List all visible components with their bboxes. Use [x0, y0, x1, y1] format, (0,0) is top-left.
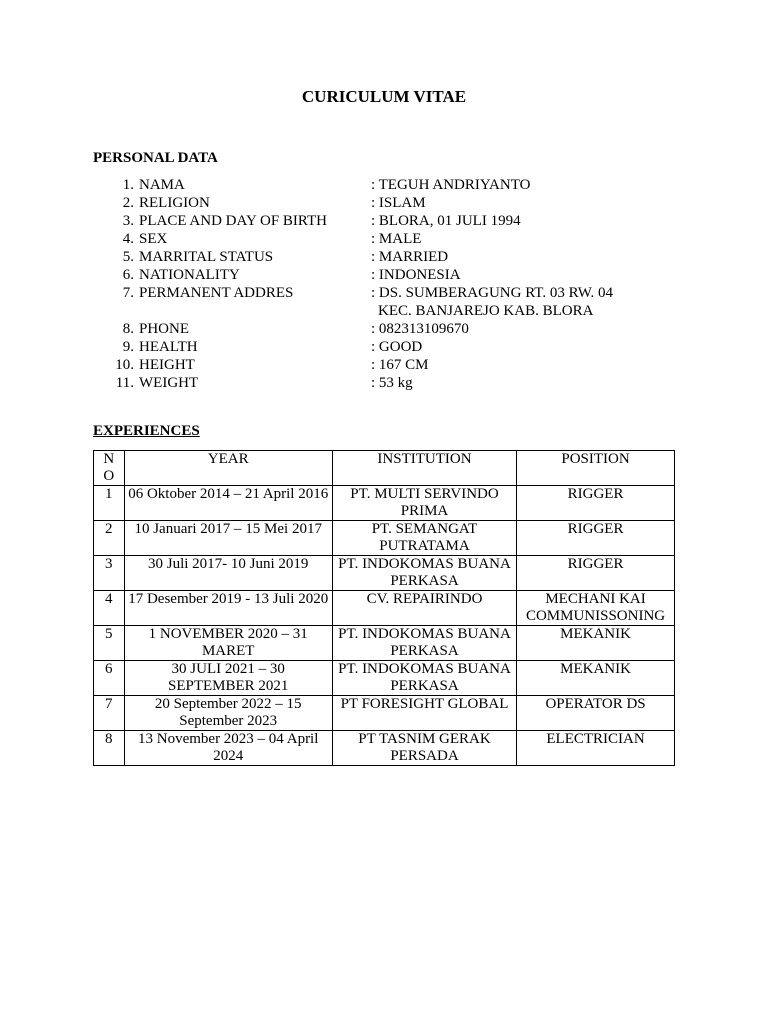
personal-item	[0, 212, 768, 230]
item-number: 2.	[122, 195, 134, 211]
table-row	[94, 731, 675, 766]
item-value: : MARRIED	[371, 249, 449, 265]
item-label: PERMANENT ADDRES	[139, 285, 294, 301]
personal-item	[0, 230, 768, 248]
cell-year: 10 Januari 2017 – 15 Mei 2017	[124, 521, 332, 556]
item-label: WEIGHT	[139, 375, 199, 391]
cell-year: 06 Oktober 2014 – 21 April 2016	[124, 486, 332, 521]
no-header-line-2: O	[103, 468, 115, 484]
no-header-line-1: N	[103, 451, 115, 467]
table-row	[94, 626, 675, 661]
personal-item	[0, 356, 768, 374]
cell-no: 7	[94, 696, 125, 731]
item-value	[371, 284, 768, 320]
cell-institution: PT. SEMANGAT PUTRATAMA	[332, 521, 516, 556]
cell-year: 13 November 2023 – 04 April 2024	[124, 731, 332, 766]
item-number: 4.	[122, 231, 134, 247]
column-header-no	[94, 451, 125, 486]
cell-no: 3	[94, 556, 125, 591]
personal-data-list	[0, 176, 768, 392]
item-label: PLACE AND DAY OF BIRTH	[139, 213, 328, 229]
personal-item	[0, 248, 768, 266]
cell-year: 17 Desember 2019 - 13 Juli 2020	[124, 591, 332, 626]
item-number: 11.	[115, 375, 134, 391]
address-line-1: : DS. SUMBERAGUNG RT. 03 RW. 04	[371, 285, 614, 301]
cell-year: 30 JULI 2021 – 30 SEPTEMBER 2021	[124, 661, 332, 696]
item-value: : ISLAM	[371, 195, 426, 211]
cell-position: RIGGER	[517, 556, 675, 591]
cell-no: 6	[94, 661, 125, 696]
cell-position: ELECTRICIAN	[517, 731, 675, 766]
cell-institution: CV. REPAIRINDO	[332, 591, 516, 626]
item-number: 10.	[115, 357, 134, 373]
cell-institution: PT TASNIM GERAK PERSADA	[332, 731, 516, 766]
column-header-position: POSITION	[517, 451, 675, 486]
cell-position: MEKANIK	[517, 626, 675, 661]
table-header-row	[94, 451, 675, 486]
cell-no: 5	[94, 626, 125, 661]
item-label: HEIGHT	[139, 357, 195, 373]
item-label: MARRITAL STATUS	[139, 249, 274, 265]
table-row	[94, 696, 675, 731]
item-value: : GOOD	[371, 339, 423, 355]
cell-institution: PT FORESIGHT GLOBAL	[332, 696, 516, 731]
personal-item	[0, 266, 768, 284]
column-header-year: YEAR	[124, 451, 332, 486]
item-label: PHONE	[139, 321, 190, 337]
cell-no: 2	[94, 521, 125, 556]
item-value: : 082313109670	[371, 321, 469, 337]
cell-year: 1 NOVEMBER 2020 – 31 MARET	[124, 626, 332, 661]
item-label: NAMA	[139, 177, 185, 193]
personal-data-heading: PERSONAL DATA	[93, 150, 218, 166]
personal-item	[0, 320, 768, 338]
item-number: 3.	[122, 213, 134, 229]
personal-item	[0, 194, 768, 212]
table-row	[94, 486, 675, 521]
personal-item	[0, 374, 768, 392]
personal-item	[0, 176, 768, 194]
cell-year: 20 September 2022 – 15 September 2023	[124, 696, 332, 731]
personal-item	[0, 338, 768, 356]
item-value: : TEGUH ANDRIYANTO	[371, 177, 531, 193]
item-number: 5.	[122, 249, 134, 265]
cell-year: 30 Juli 2017- 10 Juni 2019	[124, 556, 332, 591]
personal-item	[0, 284, 768, 320]
item-number: 7.	[122, 285, 134, 301]
cell-position: MEKANIK	[517, 661, 675, 696]
document-title: CURICULUM VITAE	[301, 87, 467, 106]
cell-institution: PT. INDOKOMAS BUANA PERKASA	[332, 661, 516, 696]
table-row	[94, 521, 675, 556]
item-number: 6.	[122, 267, 134, 283]
item-label: HEALTH	[139, 339, 198, 355]
item-value: : INDONESIA	[371, 267, 461, 283]
experiences-table	[93, 450, 675, 766]
item-label: NATIONALITY	[139, 267, 240, 283]
item-number: 9.	[122, 339, 134, 355]
cell-position: RIGGER	[517, 486, 675, 521]
item-label: SEX	[139, 231, 168, 247]
cell-no: 8	[94, 731, 125, 766]
experiences-heading: EXPERIENCES	[93, 423, 200, 439]
cell-position: OPERATOR DS	[517, 696, 675, 731]
cell-institution: PT. MULTI SERVINDO PRIMA	[332, 486, 516, 521]
item-value: : MALE	[371, 231, 422, 247]
item-label: RELIGION	[139, 195, 210, 211]
item-value: : 167 CM	[371, 357, 429, 373]
item-number: 1.	[122, 177, 134, 193]
cell-no: 1	[94, 486, 125, 521]
table-row	[94, 556, 675, 591]
table-row	[94, 661, 675, 696]
cell-institution: PT. INDOKOMAS BUANA PERKASA	[332, 626, 516, 661]
table-row	[94, 591, 675, 626]
cell-position: MECHANI KAI COMMUNISSONING	[517, 591, 675, 626]
item-number: 8.	[122, 321, 134, 337]
cell-no: 4	[94, 591, 125, 626]
address-line-2: KEC. BANJAREJO KAB. BLORA	[378, 303, 594, 319]
item-value: : BLORA, 01 JULI 1994	[371, 213, 521, 229]
item-value: : 53 kg	[371, 375, 413, 391]
cell-position: RIGGER	[517, 521, 675, 556]
column-header-institution: INSTITUTION	[332, 451, 516, 486]
cell-institution: PT. INDOKOMAS BUANA PERKASA	[332, 556, 516, 591]
